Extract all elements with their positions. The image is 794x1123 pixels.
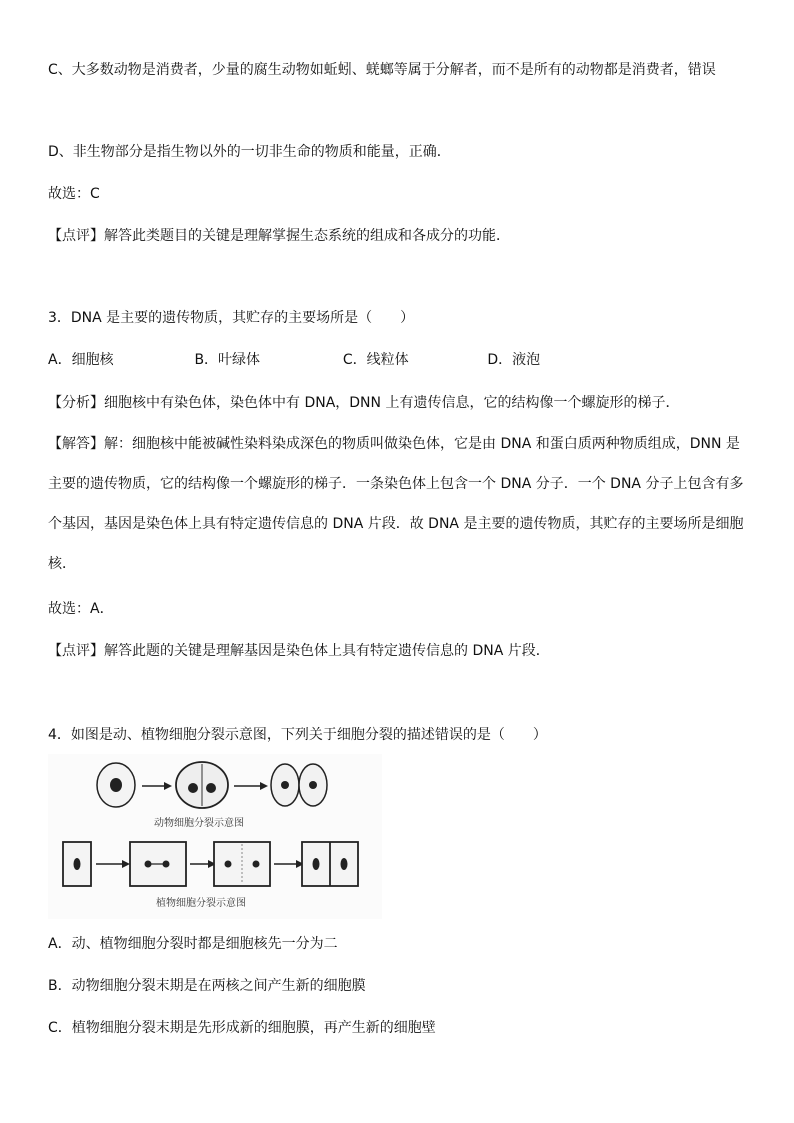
animal-cell-3: [271, 764, 327, 806]
arrow-icon: [274, 860, 304, 868]
arrow-icon: [96, 860, 130, 868]
arrow-icon: [190, 860, 216, 868]
q4-option-b: B．动物细胞分裂末期是在两核之间产生新的细胞膜: [48, 978, 366, 994]
d-option-analysis: D、非生物部分是指生物以外的一切非生命的物质和能量，正确．: [48, 144, 451, 160]
answer-q2: 故选：C: [48, 186, 100, 202]
q3-option-c: C．线粒体: [342, 352, 409, 368]
animal-cell-2: [176, 762, 228, 808]
q3-option-a: A．细胞核: [48, 352, 114, 368]
plant-caption: 植物细胞分裂示意图: [156, 898, 246, 909]
q4-stem: 4．如图是动、植物细胞分裂示意图，下列关于细胞分裂的描述错误的是（ ）: [48, 727, 547, 743]
plant-cell-2: [130, 842, 186, 886]
q3-option-d: D．液泡: [487, 352, 541, 368]
q4-option-a: A．动、植物细胞分裂时都是细胞核先一分为二: [48, 936, 338, 952]
q3-solution: 【解答】解：细胞核中能被碱性染料染成深色的物质叫做染色体，它是由 DNA 和蛋白质两种物质组成，DNN 是主要的遗传物质，它的结构像一个螺旋形的梯子．一条染色体上包含一个 DNA 分子．一个 DNA 分子上包含有多个基因，基因是染色体上具有特定遗传信息的 DNA 片段．故 DNA 是主要的遗传物质，其贮存的主要场所是细胞核．: [48, 436, 744, 572]
plant-cell-4: [302, 842, 358, 886]
plant-cell-3: [214, 842, 270, 886]
cell-division-figure: [48, 754, 382, 919]
plant-cell-1: [63, 842, 91, 886]
q3-option-b: B．叶绿体: [194, 352, 261, 368]
q3-options: [48, 350, 540, 370]
q3-analysis: 【分析】细胞核中有染色体，染色体中有 DNA，DNN 上有遗传信息，它的结构像一个螺旋形的梯子．: [48, 395, 680, 411]
comment-q3: 【点评】解答此题的关键是理解基因是染色体上具有特定遗传信息的 DNA 片段．: [48, 643, 550, 659]
cell-division-diagram: [48, 754, 382, 919]
q3-stem: 3．DNA 是主要的遗传物质，其贮存的主要场所是（ ）: [48, 310, 415, 326]
c-option-analysis: C、大多数动物是消费者，少量的腐生动物如蚯蚓、蜣螂等属于分解者，而不是所有的动物都是消费者，错误: [48, 62, 716, 78]
answer-q3: 故选：A．: [48, 601, 114, 617]
arrow-icon: [142, 782, 172, 790]
q4-option-c: C．植物细胞分裂末期是先形成新的细胞膜，再产生新的细胞壁: [48, 1020, 436, 1036]
animal-cell-1: [97, 763, 135, 807]
animal-caption: 动物细胞分裂示意图: [154, 818, 244, 829]
comment-q2: 【点评】解答此类题目的关键是理解掌握生态系统的组成和各成分的功能．: [48, 228, 510, 244]
arrow-icon: [234, 782, 268, 790]
